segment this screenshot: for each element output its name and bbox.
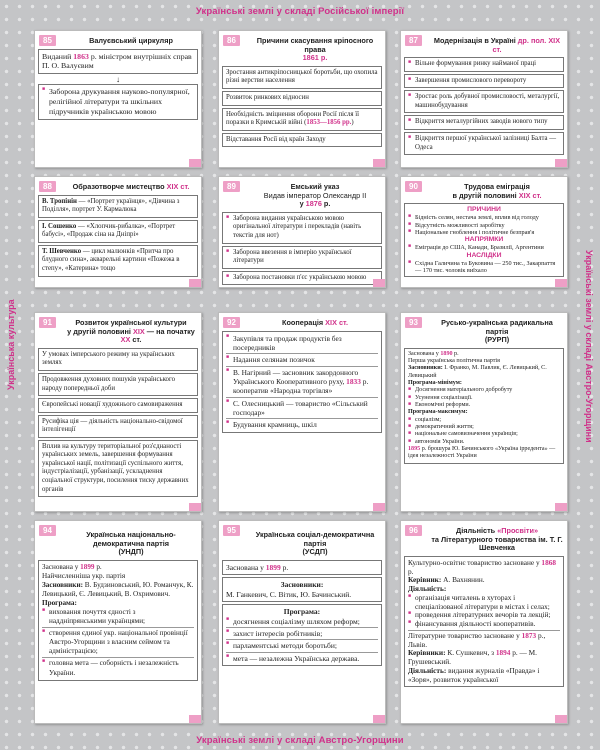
program-box — [222, 604, 382, 666]
founded-2: Літературне товариство засноване у 1873 р., Львів. — [408, 630, 546, 649]
list-item: ■ Національне гноблення і політичне безправ'я — [408, 229, 560, 236]
list-item: ■ Завершення промислового перевороту — [404, 74, 564, 89]
card-93 — [400, 312, 568, 512]
card-number: 87 — [405, 35, 422, 46]
card-number: 94 — [39, 525, 56, 536]
left-side-label: Українська культура — [6, 299, 16, 390]
arrow-down-icon: ↓ — [116, 75, 120, 85]
card-91 — [34, 312, 202, 512]
founded: Культурно-освітнє товариство засноване у 1868 р. — [408, 557, 557, 576]
card-85 — [34, 30, 202, 168]
head: Керівник: А. Вахнянин. — [408, 575, 485, 585]
card-tab — [373, 279, 385, 287]
card-tab — [189, 715, 201, 723]
reason-box: Необхідність зміцнення оборони Росії після її поразки в Кримській війні (1853—1856 рр.) — [222, 108, 382, 131]
card-tab — [555, 159, 567, 167]
list-item: ■ виховання почуття єдності з наддніпрянськими українцями; — [42, 608, 194, 626]
bottom-band-title: Українські землі у складі Австро-Угорщини — [196, 735, 404, 746]
card-tab — [189, 503, 201, 511]
list-item: ■ захист інтересів робітників; — [226, 629, 378, 638]
card-title: Емський указ Видав імператор Олександр II у 1876 р. — [263, 182, 367, 209]
card-89 — [218, 176, 386, 288]
card-87 — [400, 30, 568, 168]
card-tab — [373, 159, 385, 167]
culture-box: Європейські новації художнього самовираження — [38, 398, 198, 413]
card-title: Українська національно-демократична партія (УНДП) — [86, 530, 176, 557]
card-title: Причини скасування кріпосного права 1861 р. — [256, 36, 374, 63]
founded-box: Заснована у 1899 р. — [222, 560, 382, 575]
card-title: Образотворче мистецтво XIX ст. — [72, 182, 190, 191]
list-item: ■ Зростає роль добувної промисловості, металургії, машинобудування — [404, 90, 564, 113]
list-item: ■ національне самовизначення українців; — [408, 431, 560, 438]
list-item: ■ В. Нагірний — засновник закордонного Українського Кооперативного руху, 1833 р. кооператив «Народна торгівля» — [226, 368, 378, 396]
list-item: ■ фінансування діяльності кооперативів. — [408, 620, 560, 629]
list-item: ■ Надання селянам позичок — [226, 355, 378, 364]
card-number: 93 — [405, 317, 422, 328]
fact-box: ■ Заборона друкування науково-популярної, релігійної літератури та шкільних підручників українською мовою — [38, 84, 198, 119]
program-label: Програма: — [42, 599, 77, 608]
list-item: ■ демократичний життя; — [408, 424, 560, 431]
card-number: 96 — [405, 525, 422, 536]
culture-box: Вплив на культуру територіальної роз'єднаності українських земель, завершення формування української нації, політизації суспільного життя, індустріалізації, урбанізації, ускладнення соціальної структури, посилення тиску державних органів — [38, 440, 198, 497]
list-item: ■ С. Олесницький — товариство «Сільський господар» — [226, 399, 378, 418]
party-box — [404, 348, 564, 464]
list-item: ■ Відсутність можливості заробітку — [408, 222, 560, 229]
list-item: ■ організація читалень в хуторах і спеціалізованої літератури в містах і селах; — [408, 594, 560, 612]
card-title: Українська соціал-демократична партія (УСДП) — [255, 530, 375, 557]
culture-box: У умовах імперського режиму на українських землях — [38, 348, 198, 371]
list-item: ■ Східна Галичина та Буковина — 250 тис., Закарпаття — 170 тис. чоловік виїхало — [408, 260, 560, 275]
card-tab — [555, 503, 567, 511]
list-item: ■ досягнення соціалізму шляхом реформ; — [226, 617, 378, 626]
list-item: ■ проведення літературних вечорів та лекцій; — [408, 611, 560, 620]
card-86 — [218, 30, 386, 168]
list-item: ■ мета — незалежна Українська держава. — [226, 654, 378, 663]
card-tab — [189, 159, 201, 167]
founders: Засновники: В. Будзиновський, Ю. Романчук, К. Левицький, Є. Левицький, В. Охримович. — [42, 580, 194, 599]
head-2: Керівники: К. Сушкевич, з 1894 р. — М. Грушевський. — [408, 648, 537, 667]
card-title: Кооперація XIX ст. — [282, 318, 348, 327]
card-number: 86 — [223, 35, 240, 46]
program-min-label: Програма-мінімум: — [408, 380, 462, 387]
program-max-label: Програма-максимум: — [408, 409, 468, 416]
card-number: 85 — [39, 35, 56, 46]
card-92 — [218, 312, 386, 512]
card-tab — [555, 279, 567, 287]
fact-box: Виданий 1863 р. міністром внутрішніх справ П. О. Валуєвим — [38, 49, 198, 75]
card-95 — [218, 520, 386, 724]
culture-box: Русифіка ція — діяльність національно-свідомої інтелігенції — [38, 415, 198, 438]
list-item: ■ Будування крамниць, шкіл — [226, 420, 378, 429]
section-heading: НАПРЯМКИ — [464, 236, 504, 244]
artist-entry: Т. Шевченко — цикл малюнків «Притча про блудного сина», акварельні картини «Пожежа в степу», «Катерина» тощо — [38, 245, 198, 277]
list-item: ■ Відкриття першої української залізниці Балта — Одеса — [404, 132, 564, 155]
card-title: Модернізація в Україні др. пол. XIX ст. — [433, 36, 561, 54]
card-88 — [34, 176, 202, 288]
card-tab — [189, 279, 201, 287]
card-number: 88 — [39, 181, 56, 192]
founders-box — [222, 577, 382, 602]
emigration-box — [404, 203, 564, 277]
card-tab — [373, 715, 385, 723]
list-item: ■ соціалізм; — [408, 417, 560, 424]
list-item: ■ Економічні реформи. — [408, 402, 560, 409]
list-item: ■ Заборона видання українською мовою оригінальної літератури і перекладів (навіть текстів для нот) — [222, 212, 382, 244]
card-tab — [555, 715, 567, 723]
list-item: ■ головна мета — соборність і незалежність України. — [42, 659, 194, 677]
list-item: ■ створення єдиної укр. національної провінції Австро-Угорщини з власним сеймом та адміністрацією; — [42, 629, 194, 656]
brochure-note: 1895 р. брошура Ю. Бачинського «Україна ірредента» — ідея незалежності України — [408, 445, 556, 460]
reason-box: Розвиток ринкових відносин — [222, 91, 382, 106]
founders: Засновники: І. Франко, М. Павлик, Є. Левицький, С. Левицький — [408, 365, 547, 379]
list-item: ■ Досягнення матеріального добробуту — [408, 387, 560, 394]
artist-entry: В. Тропінін — «Портрет українця», «Дівчина з Поділля», портрет У. Кармалюка — [38, 195, 198, 218]
largest-party: Найчисленніша укр. партія — [42, 571, 126, 580]
list-item: ■ Закупівля та продаж продуктів без посередників — [226, 334, 378, 353]
card-tab — [373, 503, 385, 511]
list-item: ■ парламентські методи боротьби; — [226, 641, 378, 650]
card-number: 92 — [223, 317, 240, 328]
card-title: Валуєвський циркуляр — [89, 36, 173, 45]
list-item: ■ Бідність селян, нестача землі, вплив від голоду — [408, 214, 560, 221]
founded: Заснована у 1899 р. — [42, 562, 102, 571]
program-label: Програма: — [283, 607, 321, 617]
activity-label: Діяльність: — [408, 584, 447, 594]
card-title: Розвиток української культури у другій половині XIX — на початку XX ст. — [67, 318, 195, 345]
card-94 — [34, 520, 202, 724]
card-number: 89 — [223, 181, 240, 192]
list-item: ■ Усунення соціалізації. — [408, 395, 560, 402]
party-box — [38, 560, 198, 681]
card-number: 91 — [39, 317, 56, 328]
founders: М. Ганкевич, С. Вітик, Ю. Бачинський. — [226, 589, 352, 599]
card-title: Діяльність «Просвіти» та Літературного товариства ім. Т. Г. Шевченка — [431, 526, 563, 553]
activity-2: Діяльність: видання журналів «Правда» і «Зоря», розвиток української — [408, 665, 540, 684]
card-title: Русько-українська радикальна партія (РУРП) — [441, 318, 553, 345]
reason-box: Зростання антикріпосницької боротьби, що охопила різні верстви населення — [222, 66, 382, 89]
list-item: ■ Відкриття металургійних заводів нового типу — [404, 115, 564, 130]
list-item: ■ автономія України. — [408, 439, 560, 446]
card-number: 90 — [405, 181, 422, 192]
coop-box — [222, 331, 382, 433]
section-heading: ПРИЧИНИ — [467, 206, 501, 214]
card-90 — [400, 176, 568, 288]
society-box — [404, 556, 564, 688]
list-item: ■ Заборона постановки п'єс українською мовою — [222, 271, 382, 286]
section-heading: НАСЛІДКИ — [466, 251, 502, 259]
founders-label: Засновники: — [280, 580, 324, 590]
culture-box: Продовження духовних пошуків українського народу попередньої доби — [38, 373, 198, 396]
list-item: ■ Заборона ввезення в імперію української літератури — [222, 246, 382, 269]
first-party: Перша українська політична партія — [408, 358, 500, 365]
right-side-label: Українські землі у складі Австро-Угорщини — [584, 250, 594, 443]
reason-box: Відставання Росії від країн Заходу — [222, 133, 382, 148]
list-item: ■ Еміграція до США, Канади, Бразилії, Аргентини — [408, 244, 560, 251]
card-number: 95 — [223, 525, 240, 536]
artist-entry: І. Сошенко — «Хлопчик-рибалка», «Портрет бабусі», «Продаж сіна на Дніпрі» — [38, 220, 198, 243]
founded: Заснована у 1890 р. — [408, 350, 459, 357]
top-band-title: Українські землі у складі Російської імперії — [195, 6, 405, 17]
card-title: Трудова еміграція в другій половині XIX ст. — [452, 182, 542, 200]
list-item: ■ Вільне формування ринку найманої праці — [404, 57, 564, 72]
card-96 — [400, 520, 568, 724]
